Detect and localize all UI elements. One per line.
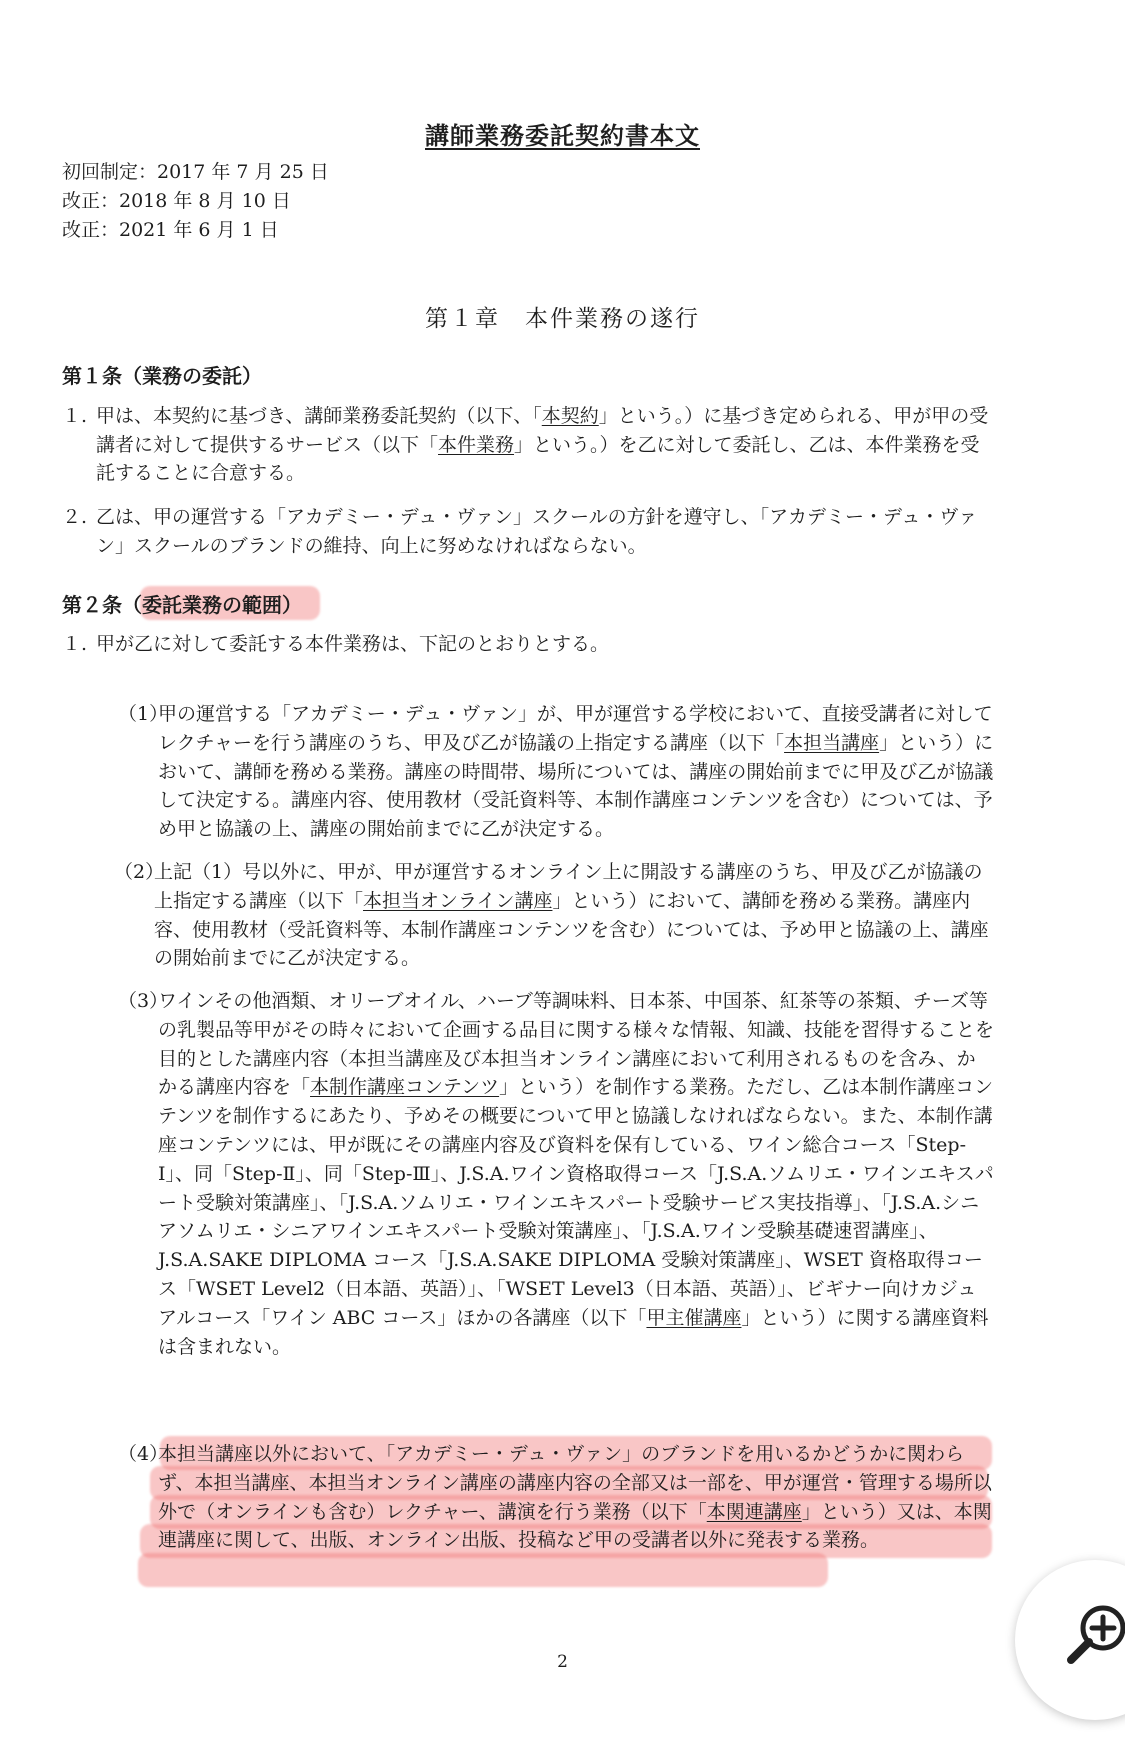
article-1-heading: 第１条（業務の委託） <box>62 364 262 388</box>
defined-term-hosted-course: 甲主催講座 <box>646 1306 742 1329</box>
zoom-in-icon <box>1065 1602 1125 1668</box>
page-number: 2 <box>557 1652 568 1672</box>
revision-history <box>62 158 329 245</box>
item-number: １. <box>62 633 88 655</box>
revision-initial: 初回制定：2017 年 7 月 25 日 <box>62 161 329 183</box>
subitem-number: （3） <box>118 990 169 1012</box>
article-1-item-2: ２. 乙は、甲の運営する「アカデミー・デュ・ヴァン」スクールの方針を遵守し、「アカデミー・デュ・ヴァン」スクールのブランドの維持、向上に努めなければならない。 <box>62 503 992 560</box>
subitem-number: （2） <box>114 861 165 883</box>
zoom-button[interactable] <box>1015 1560 1125 1720</box>
revision-2018: 改正：2018 年 8 月 10 日 <box>62 190 291 212</box>
defined-term-service: 本件業務 <box>438 433 515 456</box>
defined-term-contract: 本契約 <box>541 405 599 427</box>
subitem-number: （1） <box>118 703 169 725</box>
article-2-subitem-3: （3） ワインその他酒類、オリーブオイル、ハーブ等調味料、日本茶、中国茶、紅茶等の茶類、チーズ等の乳製品等甲がその時々において企画する品目に関する様々な情報、知識、技能を習得することを目的とした講座内容（本担当講座及び本担当オンライン講座において利用されるものを含み、かかる講座内容を「本制作講座コンテンツ」という）を制作する業務。ただし、乙は本制作講座コンテンツを制作するにあたり、予めその概要について甲と協議しなければならない。また、本制作講座コンテンツには、甲が既にその講座内容及び資料を保有している、ワイン総合コース「Step-Ⅰ」、同「Step-Ⅱ」、同「Step-Ⅲ」、J.S.A.ワイン資格取得コース「J.S.A.ソムリエ・ワインエキスパート受験対策講座」、「J.S.A.ソムリエ・ワインエキスパート受験サービス実技指導」、「J.S.A.シニアソムリエ・シニアワインエキスパート受験対策講座」、「J.S.A.ワイン受験基礎速習講座」、J.S.A.SAKE DIPLOMA コース「J.S.A.SAKE DIPLOMA 受験対策講座」、WSET 資格取得コース「WSET Level2（日本語、英語）」、「WSET Level3（日本語、英語）」、ビギナー向けカジュアルコース「ワイン ABC コース」ほかの各講座（以下「甲主催講座」という）に関する講座資料は含まれない。 <box>118 987 994 1361</box>
article-1-item-1: １. 甲は、本契約に基づき、講師業務委託契約（以下、「本契約」という。）に基づき定められる、甲が甲の受講者に対して提供するサービス（以下「本件業務」という。）を乙に対して委託し、乙は、本件業務を受託することに合意する。 <box>62 402 992 488</box>
document-title: 講師業務委託契約書本文 <box>425 121 700 150</box>
article-2-subitem-1: （1） 甲の運営する「アカデミー・デュ・ヴァン」が、甲が運営する学校において、直接受講者に対してレクチャーを行う講座のうち、甲及び乙が協議の上指定する講座（以下「本担当講座」という）において、講師を務める業務。講座の時間帯、場所については、講座の開始前までに甲及び乙が協議して決定する。講座内容、使用教材（受託資料等、本制作講座コンテンツを含む）については、予め甲と協議の上、講座の開始前までに乙が決定する。 <box>118 700 994 844</box>
article-2-heading: 第２条（委託業務の範囲） <box>62 593 302 617</box>
highlight-mark <box>138 1553 828 1587</box>
defined-term-course-content: 本制作講座コンテンツ <box>310 1076 500 1099</box>
article-2-subitem-2: （2） 上記（1）号以外に、甲が、甲が運営するオンライン上に開設する講座のうち、甲及び乙が協議の上指定する講座（以下「本担当オンライン講座」という）において、講師を務める業務。講座内容、使用教材（受託資料等、本制作講座コンテンツを含む）については、予め甲と協議の上、講座の開始前までに乙が決定する。 <box>114 858 994 973</box>
defined-term-related-course: 本関連講座 <box>706 1500 802 1523</box>
defined-term-assigned-course: 本担当講座 <box>784 731 880 754</box>
article-2-item-1: １. 甲が乙に対して委託する本件業務は、下記のとおりとする。 <box>62 630 992 659</box>
revision-2021: 改正：2021 年 6 月 1 日 <box>62 219 279 241</box>
article-2-subitem-4: （4） 本担当講座以外において、「アカデミー・デュ・ヴァン」のブランドを用いるかどうかに関わらず、本担当講座、本担当オンライン講座の講座内容の全部又は一部を、甲が運営・管理する場所以外で（オンラインも含む）レクチャー、講演を行う業務（以下「本関連講座」という）又は、本関連講座に関して、出版、オンライン出版、投稿など甲の受講者以外に発表する業務。 <box>118 1440 994 1555</box>
highlighted-heading: 委託業務の範囲 <box>142 593 282 617</box>
chapter-heading: 第１章 本件業務の遂行 <box>425 306 700 332</box>
item-number: ２. <box>62 506 88 528</box>
item-number: １. <box>62 405 88 427</box>
defined-term-online-course: 本担当オンライン講座 <box>363 889 553 912</box>
subitem-number: （4） <box>118 1443 169 1465</box>
